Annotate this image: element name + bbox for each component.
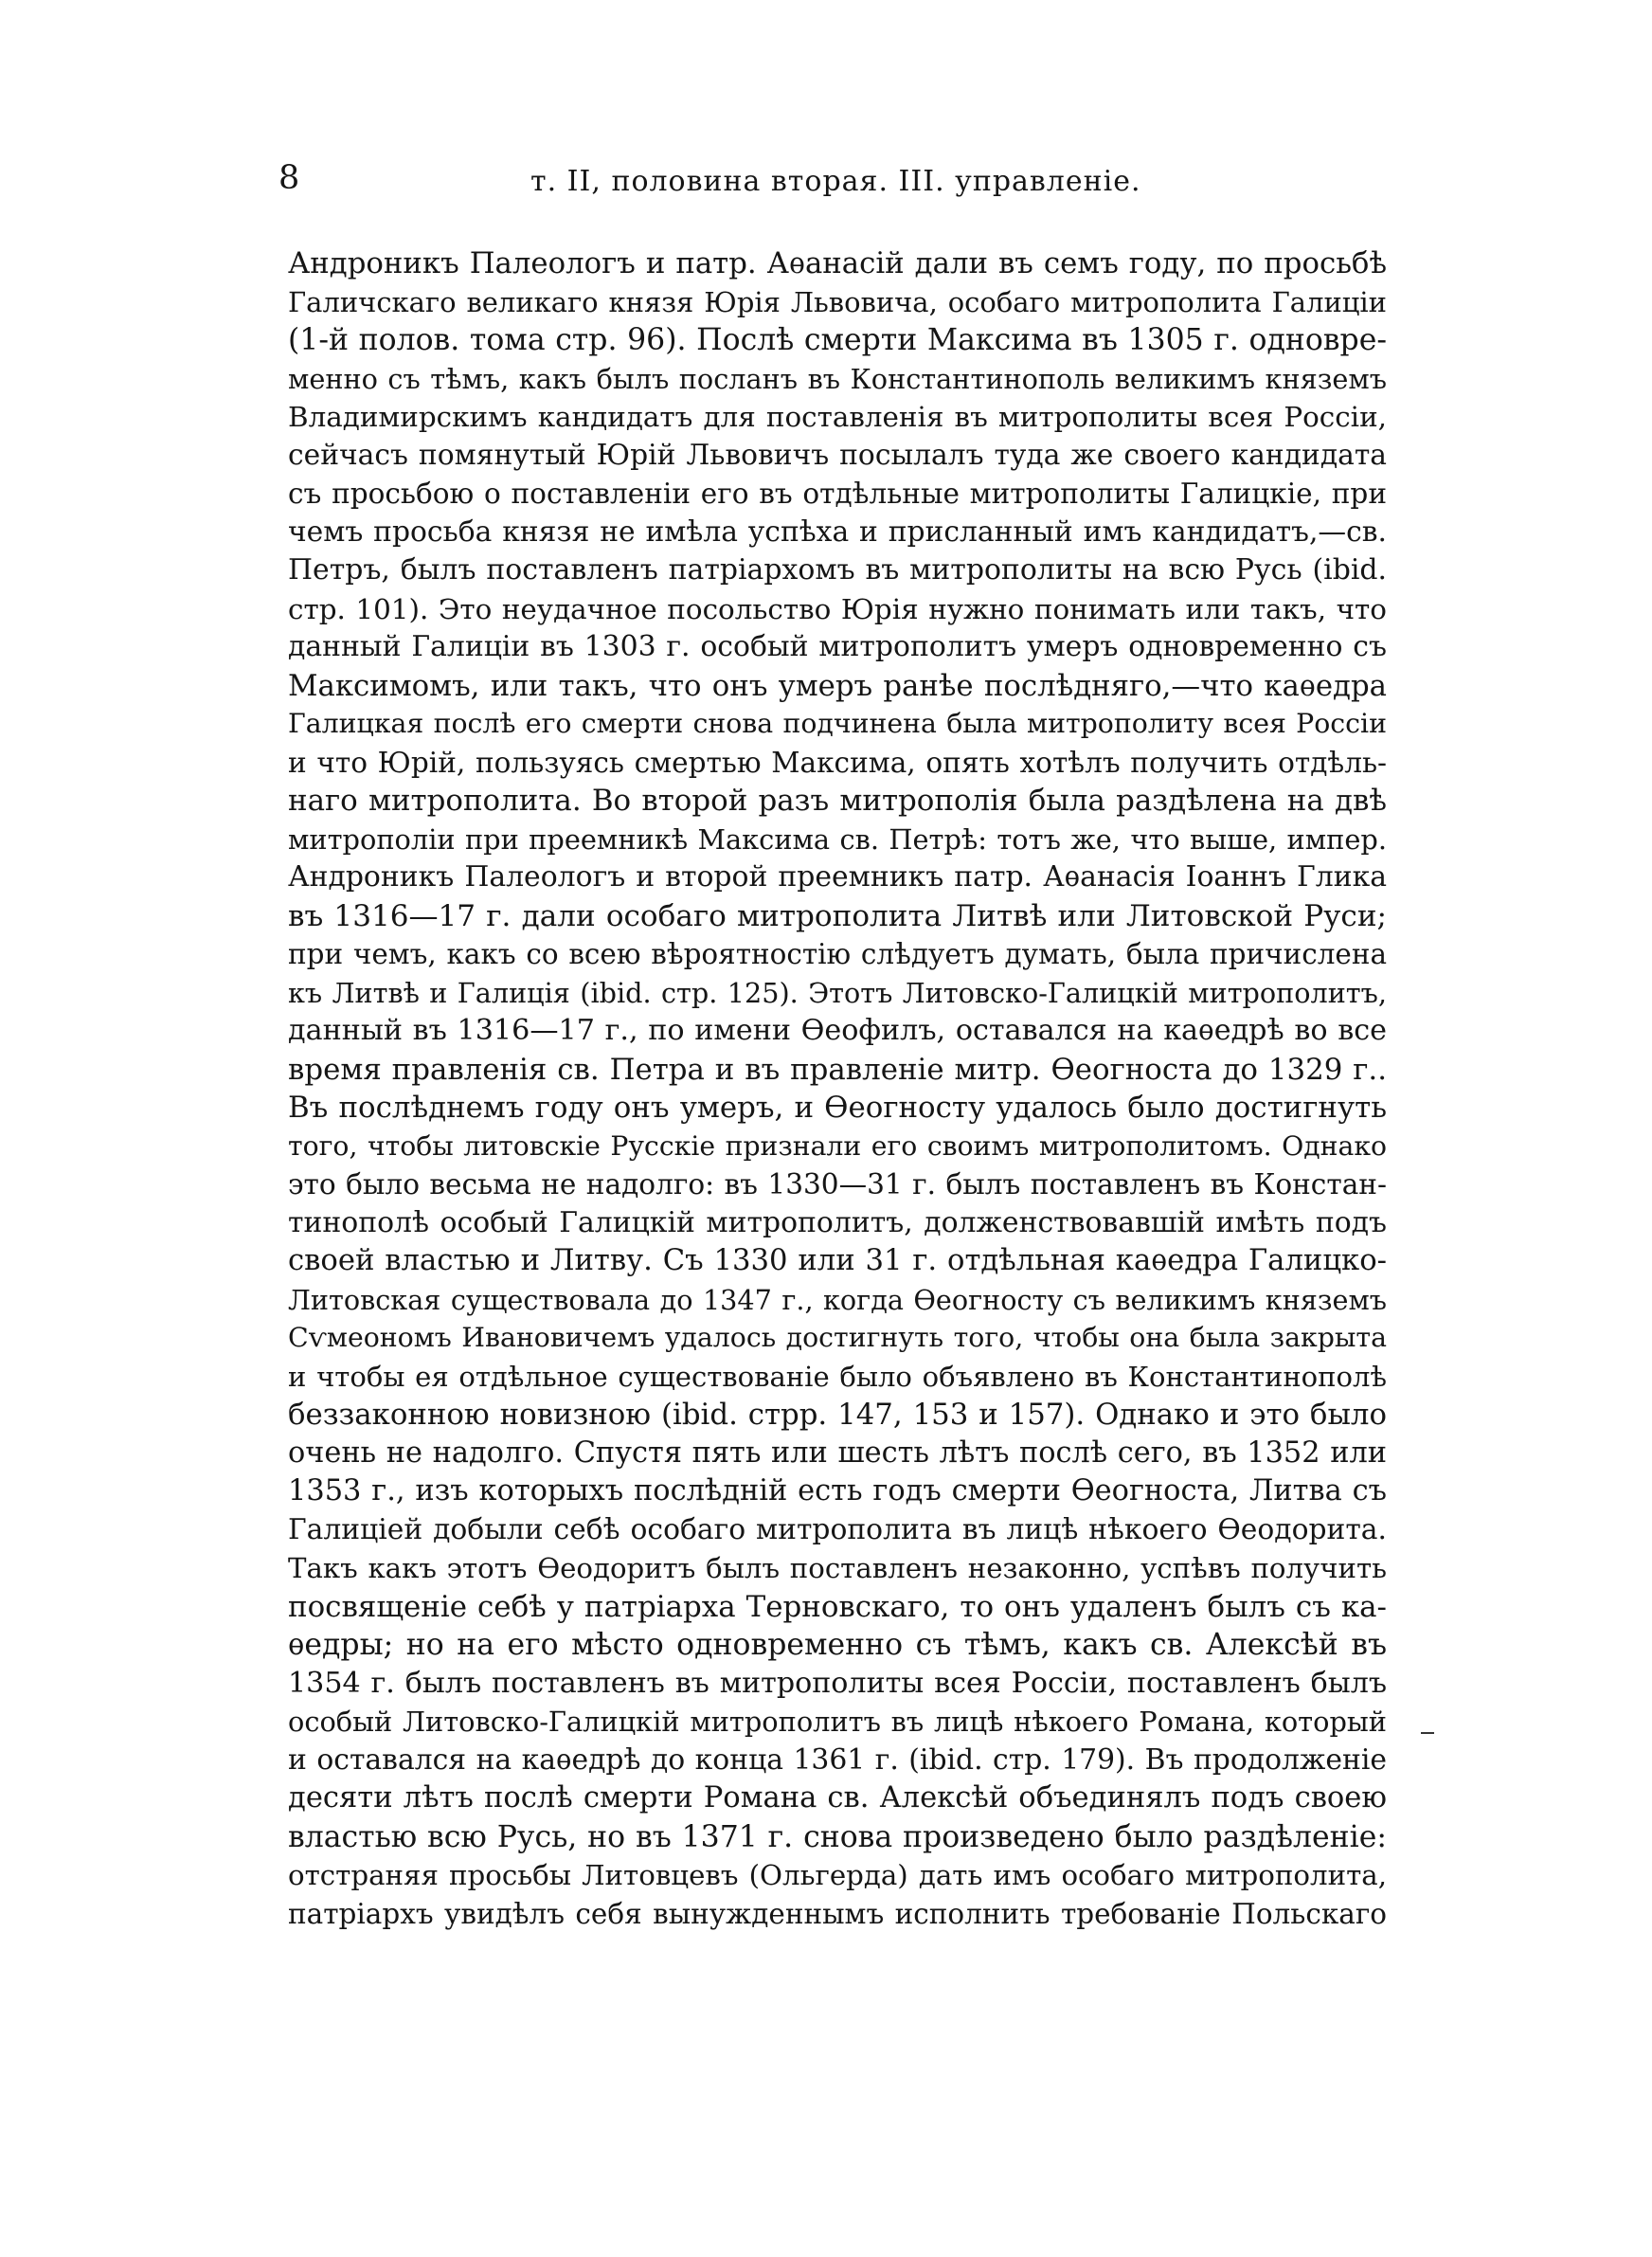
text-line: очень не надолго. Спустя пять или шесть лѣтъ послѣ сего, въ 1352 или: [288, 1435, 1387, 1470]
text-line: Сѵмеономъ Ивановичемъ удалось достигнуть того, чтобы она была закрыта: [288, 1322, 1387, 1353]
text-line: въ 1316—17 г. дали особаго митрополита Литвѣ или Литовской Руси;: [288, 898, 1387, 933]
text-line: Въ послѣднемъ году онъ умеръ, и Ѳеогносту удалось было достигнуть: [288, 1091, 1387, 1125]
text-line: стр. 101). Это неудачное посольство Юрія нужно понимать или такъ, что: [288, 592, 1387, 625]
text-line: чемъ просьба князя не имѣла успѣха и присланный имъ кандидатъ,—св.: [288, 515, 1387, 549]
running-head: т. II, половина вторая. III. управленіе.: [530, 165, 1141, 198]
text-line: Галицкая послѣ его смерти снова подчинена была митрополиту всея Россіи: [288, 708, 1387, 739]
text-line: наго митрополита. Во второй разъ митрополія была раздѣлена на двѣ: [288, 784, 1387, 818]
text-line: митрополіи при преемникѣ Максима св. Петрѣ: тотъ же, что выше, импер.: [288, 822, 1387, 856]
text-line: это было весьма не надолго: въ 1330—31 г. былъ поставленъ въ Констан-: [288, 1168, 1387, 1201]
text-line: десяти лѣтъ послѣ смерти Романа св. Алексѣй объединялъ подъ своею: [288, 1781, 1387, 1815]
text-line: ѳедры; но на его мѣсто одновременно съ тѣмъ, какъ св. Алексѣй въ: [288, 1628, 1387, 1662]
text-line: при чемъ, какъ со всею вѣроятностію слѣдуетъ думать, была причислена: [288, 938, 1387, 970]
text-line: сейчасъ помянутый Юрій Львовичъ посылалъ туда же своего кандидата: [288, 438, 1387, 472]
text-line: посвященіе себѣ у патріарха Терновскаго, то онъ удаленъ былъ съ ка-: [288, 1589, 1387, 1624]
text-line: Максимомъ, или такъ, что онъ умеръ ранѣе послѣдняго,—что каѳедра: [288, 668, 1387, 703]
text-line: и чтобы ея отдѣльное существованіе было объявлено въ Константинополѣ: [288, 1360, 1387, 1393]
text-line: къ Литвѣ и Галиція (ibid. стр. 125). Этотъ Литовско-Галицкій митрополитъ,: [288, 976, 1387, 1009]
text-line: данный въ 1316—17 г., по имени Ѳеофилъ, оставался на каѳедрѣ во все: [288, 1014, 1387, 1047]
text-line: Литовская существовала до 1347 г., когда Ѳеогносту съ великимъ княземъ: [288, 1283, 1387, 1316]
text-line: беззаконною новизною (ibid. стрр. 147, 153 и 157). Однако и это было: [288, 1398, 1387, 1432]
text-line: Владимирскимъ кандидатъ для поставленія въ митрополиты всея Россіи,: [288, 401, 1387, 433]
text-line: Андроникъ Палеологъ и второй преемникъ патр. Аѳанасія Іоаннъ Глика: [288, 860, 1387, 894]
text-line: Галиціей добыли себѣ особаго митрополита въ лицѣ нѣкоего Ѳеодорита.: [288, 1512, 1387, 1546]
text-line: Такъ какъ этотъ Ѳеодоритъ былъ поставленъ незаконно, успѣвъ получить: [288, 1552, 1387, 1584]
text-line: патріархъ увидѣлъ себя вынужденнымъ исполнить требованіе Польскаго: [288, 1897, 1387, 1930]
text-line: того, чтобы литовскіе Русскіе признали его своимъ митрополитомъ. Однако: [288, 1129, 1387, 1162]
text-line: съ просьбою о поставленіи его въ отдѣльные митрополиты Галицкіе, при: [288, 478, 1387, 510]
text-line: властью всю Русь, но въ 1371 г. снова произведено было раздѣленіе:: [288, 1819, 1387, 1854]
text-line: данный Галиціи въ 1303 г. особый митрополитъ умеръ одновременно съ: [288, 630, 1387, 663]
body-text: [288, 244, 1387, 1933]
text-line: и оставался на каѳедрѣ до конца 1361 г. (ibid. стр. 179). Въ продолженіе: [288, 1742, 1387, 1777]
text-line: Галичскаго великаго князя Юрія Львовича, особаго митрополита Галиціи: [288, 285, 1387, 318]
text-line: время правленія св. Петра и въ правленіе митр. Ѳеогноста до 1329 г..: [288, 1052, 1387, 1087]
page-number: 8: [278, 159, 300, 197]
text-line: особый Литовско-Галицкій митрополитъ въ лицѣ нѣкоего Романа, который: [288, 1706, 1387, 1738]
text-line: тинополѣ особый Галицкій митрополитъ, долженствовавшій имѣть подъ: [288, 1205, 1387, 1239]
text-line: Андроникъ Палеологъ и патр. Аѳанасій дали въ семъ году, по просьбѣ: [288, 246, 1387, 280]
text-line: и что Юрій, пользуясь смертью Максима, опять хотѣлъ получить отдѣль-: [288, 746, 1387, 779]
text-line: 1353 г., изъ которыхъ послѣдній есть годъ смерти Ѳеогноста, Литва съ: [288, 1474, 1387, 1508]
text-line: своей властью и Литву. Съ 1330 или 31 г. отдѣльная каѳедра Галицко-: [288, 1244, 1387, 1277]
margin-mark: [1421, 1732, 1434, 1734]
text-line: менно съ тѣмъ, какъ былъ посланъ въ Константинополь великимъ княземъ: [288, 362, 1387, 395]
text-line: (1-й полов. тома стр. 96). Послѣ смерти Максима въ 1305 г. одновре-: [288, 323, 1387, 357]
text-line: Петръ, былъ поставленъ патріархомъ въ митрополиты на всю Русь (ibid.: [288, 553, 1387, 587]
text-line: 1354 г. былъ поставленъ въ митрополиты всея Россіи, поставленъ былъ: [288, 1666, 1387, 1700]
text-line: отстраняя просьбы Литовцевъ (Ольгерда) дать имъ особаго митрополита,: [288, 1859, 1387, 1891]
